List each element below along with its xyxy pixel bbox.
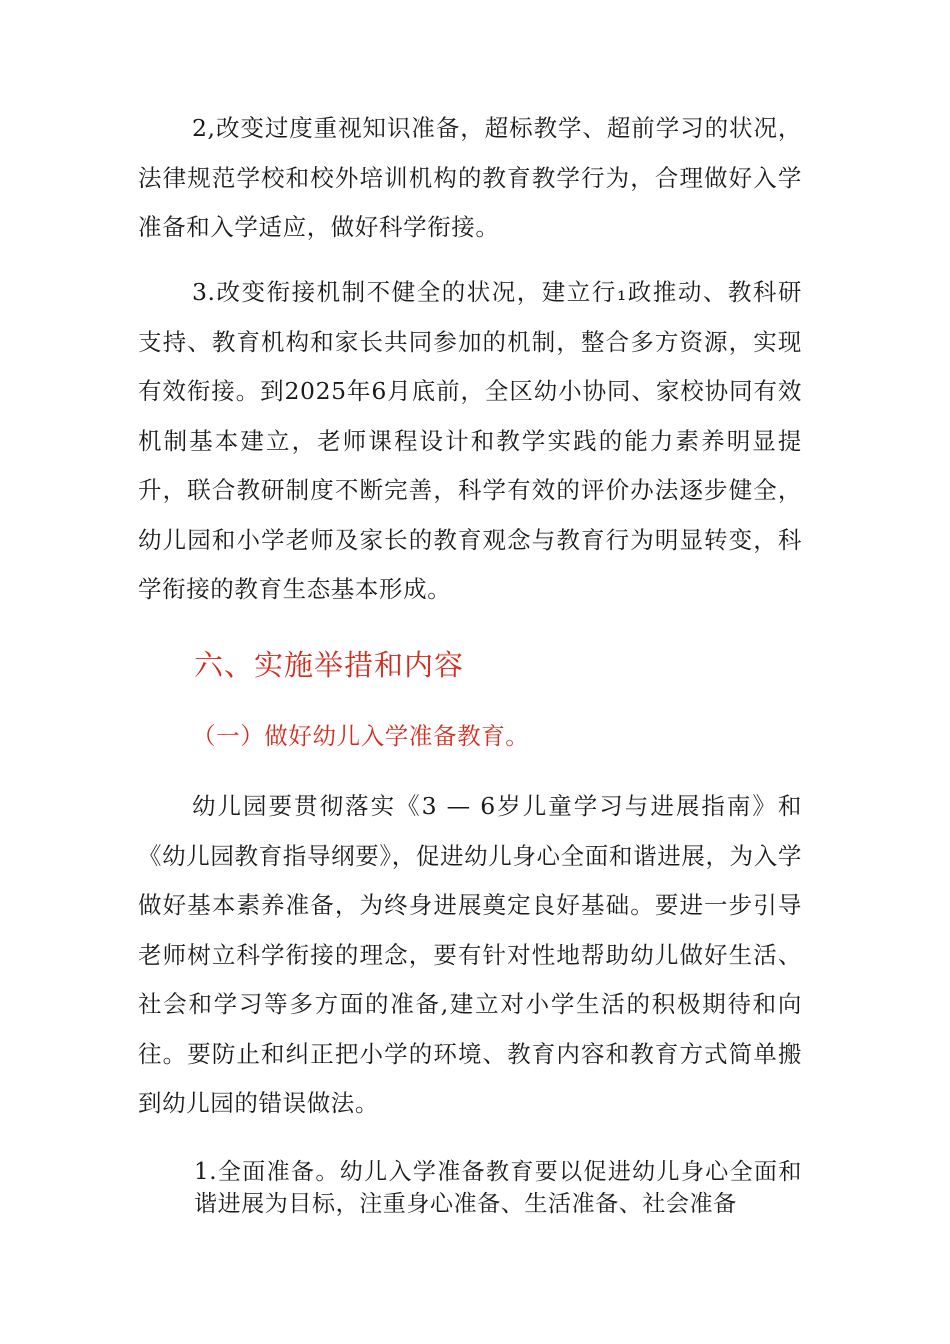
subsection-heading: （一）做好幼儿入学准备教育。	[192, 722, 530, 750]
paragraph-kindergarten-preparation: 幼儿园要贯彻落实《3 — 6岁儿童学习与进展指南》和《幼儿园教育指导纲要》，促进幼儿身心全面和谐进展，为入学做好基本素养准备，为终身进展奠定良好基础。要进一步引导老师树立科学衔接的理念，要有针对性地帮助幼儿做好生活、社会和学习等多方面的准备,建立对小学生活的积极期待和向往。要防止和纠正把小学的环境、教育内容和教育方式简单搬到幼儿园的错误做法。	[138, 792, 802, 1117]
paragraph-item-2: 2,改变过度重视知识准备，超标教学、超前学习的状况，法律规范学校和校外培训机构的教育教学行为，合理做好入学准备和入学适应，做好科学衔接。	[138, 114, 802, 241]
paragraph-item-3: 3.改变衔接机制不健全的状况，建立行₁政推动、教科研支持、教育机构和家长共同参加的机制，整合多方资源，实现有效衔接。到2025年6月底前，全区幼小协同、家校协同有效机制基本建立，老师课程设计和教学实践的能力素养明显提升，联合教研制度不断完善，科学有效的评价办法逐步健全，幼儿园和小学老师及家长的教育观念与教育行为明显转变，科学衔接的教育生态基本形成。	[138, 278, 802, 603]
list-item-comprehensive-preparation: 1.全面准备。幼儿入学准备教育要以促进幼儿身心全面和谐进展为目标，注重身心准备、生活准备、社会准备	[194, 1159, 802, 1217]
section-heading: 六、实施举措和内容	[194, 648, 465, 682]
